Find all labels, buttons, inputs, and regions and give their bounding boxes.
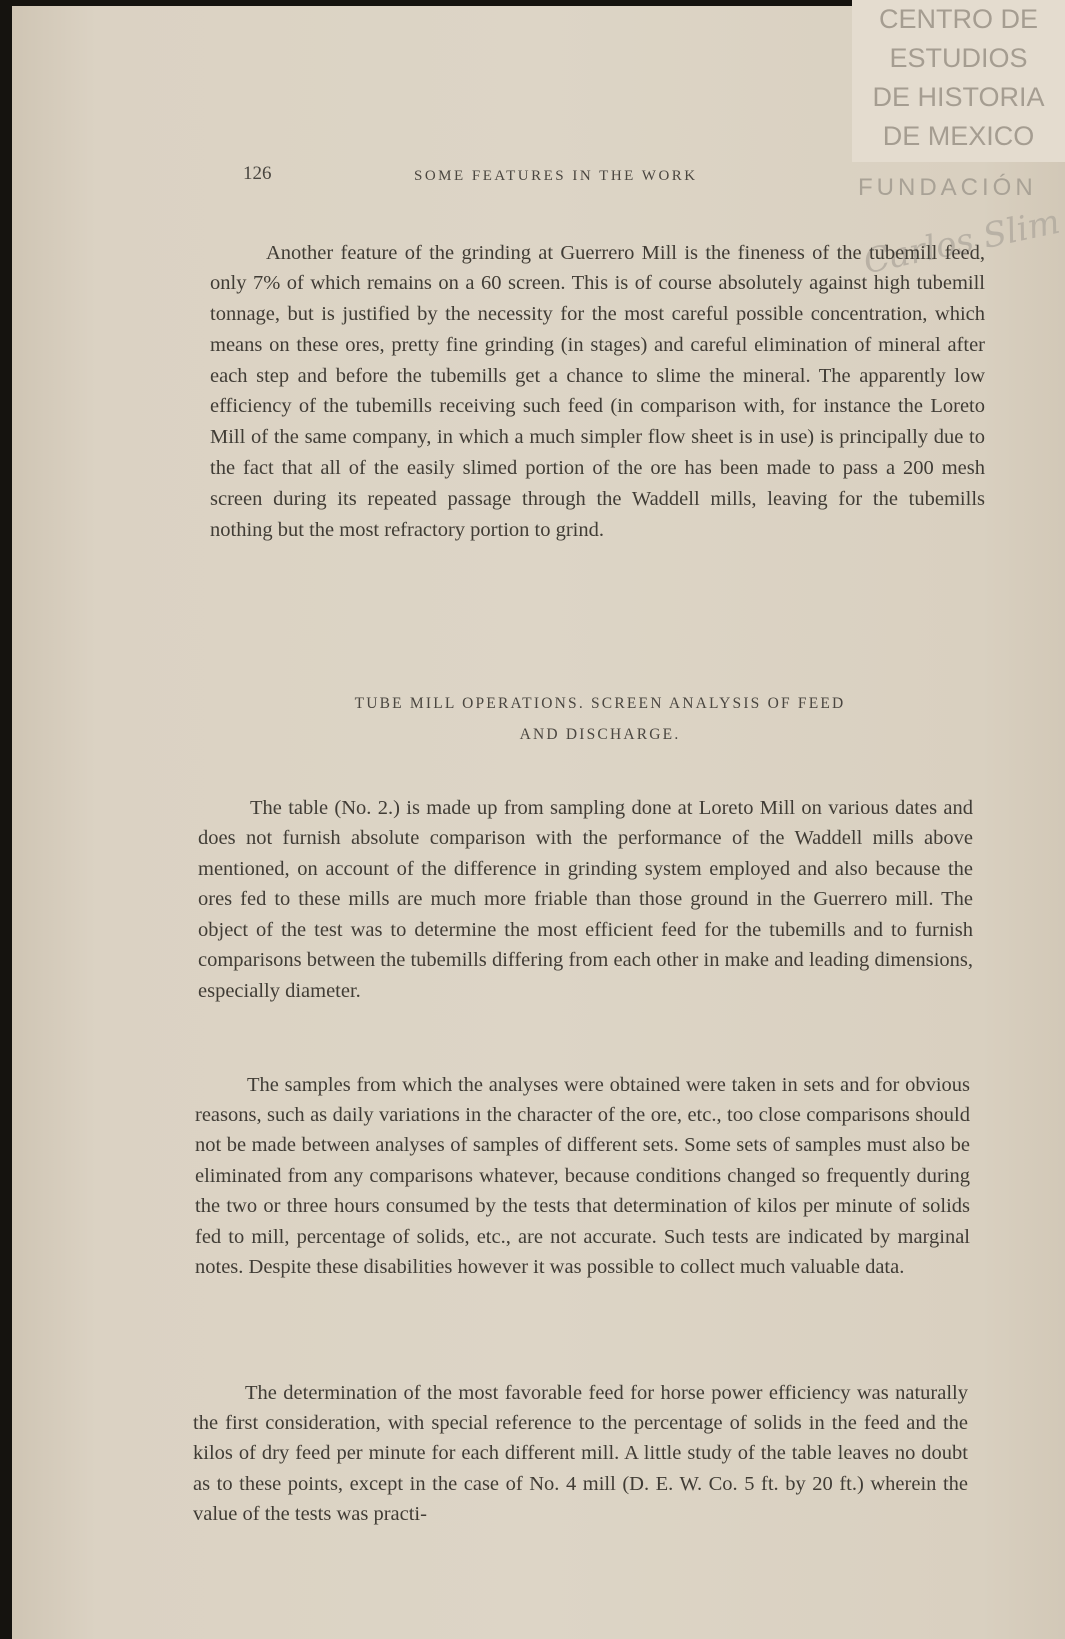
stamp-fundacion: FUNDACIÓN: [858, 174, 1037, 201]
archive-stamp: [852, 0, 1065, 162]
stamp-line: CENTRO DE: [878, 4, 1038, 34]
body-paragraph-3: The samples from which the analyses were obtained were taken in sets and for obvious reasons, such as daily variations in the character of the ore, etc., too close comparisons should not be made between analyses of samples of different sets. Some sets of samples must also be eliminated from any comparisons whatever, because conditions changed so frequently during the two or three hours consumed by the tests that determination of kilos per minute of solids fed to mill, percentage of solids, etc., are not accurate. Such tests are indicated by marginal notes. Despite these disabilities however it was possible to collect much valuable data.: [195, 1073, 970, 1278]
body-paragraph-4: The determination of the most favorable feed for horse power efficiency was naturally the first consideration, with special reference to the percentage of solids in the feed and the kilos of dry feed per minute for each different mill. A little study of the table leaves no doubt as to these points, except in the case of No. 4 mill (D. E. W. Co. 5 ft. by 20 ft.) wherein the value of the tests was practi-: [193, 1381, 968, 1526]
signature-image: Carlos Slim: [860, 201, 1064, 283]
section-heading: [270, 688, 930, 750]
scan-left-border: [0, 0, 12, 1639]
body-paragraph-1: Another feature of the grinding at Guerrero Mill is the fineness of the tubemill feed, only 7% of which remains on a 60 screen. This is of course absolutely against high tubemill tonnage, but is justified by the necessity for the most careful possible concentration, which means on these ores, pretty fine grinding (in stages) and careful elimination of mineral after each step and before the tubemills get a chance to slime the mineral. The apparently low efficiency of the tubemills receiving such feed (in comparison with, for instance the Loreto Mill of the same company, in which a much simpler flow sheet is in use) is principally due to the fact that all of the easily slimed portion of the ore has been made to pass a 200 mesh screen during its repeated passage through the Waddell mills, leaving for the tubemills nothing but the most refractory portion to grind.: [210, 241, 985, 541]
page-number: 126: [243, 163, 272, 184]
stamp-line: DE HISTORIA: [872, 82, 1045, 112]
section-heading-line-1: TUBE MILL OPERATIONS. SCREEN ANALYSIS OF FEED: [354, 695, 846, 712]
section-heading-line-2: AND DISCHARGE.: [519, 726, 681, 743]
stamp-line: DE MEXICO: [882, 121, 1035, 151]
stamp-line: ESTUDIOS: [889, 43, 1028, 73]
body-paragraph-2: The table (No. 2.) is made up from sampling done at Loreto Mill on various dates and does not furnish absolute comparison with the performance of the Waddell mills above mentioned, on account of the difference in grinding system employed and also because the ores fed to these mills are much more friable than those ground in the Guerrero mill. The object of the test was to determine the most efficient feed for the tubemills and to furnish comparisons between the tubemills differing from each other in make and leading dimensions, especially diameter.: [198, 796, 973, 1002]
running-title: SOME FEATURES IN THE WORK: [414, 168, 698, 184]
